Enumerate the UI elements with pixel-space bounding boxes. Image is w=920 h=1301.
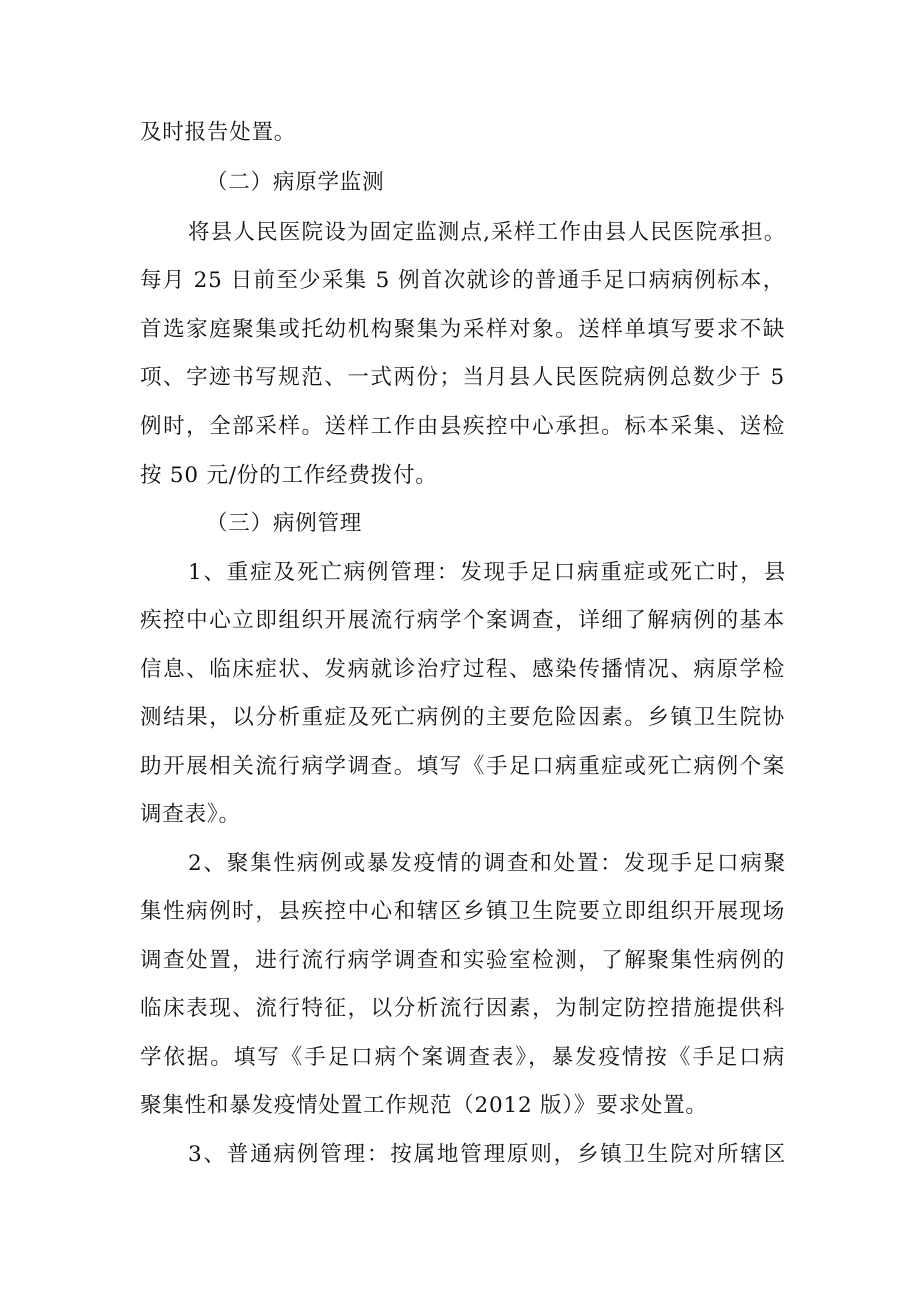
text-line-19: 临床表现、流行特征，以分析流行因素，为制定防控措施提供科	[140, 996, 785, 1021]
text-line-5: 首选家庭聚集或托幼机构聚集为采样对象。送样单填写要求不缺	[140, 317, 785, 342]
text-line-15: 调查表》。	[140, 802, 241, 827]
text-line-6: 项、字迹书写规范、一式两份；当月县人民医院病例总数少于 5	[140, 365, 785, 390]
text-line-11: 疾控中心立即组织开展流行病学个案调查，详细了解病例的基本	[140, 608, 785, 633]
text-line-17: 集性病例时，县疾控中心和辖区乡镇卫生院要立即组织开展现场	[140, 899, 785, 924]
text-line-8: 按 50 元/份的工作经费拨付。	[140, 463, 438, 488]
text-line-18: 调查处置，进行流行病学调查和实验室检测，了解聚集性病例的	[140, 948, 785, 973]
text-line-3: 将县人民医院设为固定监测点,采样工作由县人民医院承担。	[188, 220, 786, 245]
text-line-21: 聚集性和暴发疫情处置工作规范（2012 版）》要求处置。	[140, 1093, 708, 1118]
section-heading-2: （二）病原学监测	[206, 170, 385, 195]
text-line-22: 3、普通病例管理：按属地管理原则，乡镇卫生院对所辖区	[188, 1142, 786, 1167]
text-line-4: 每月 25 日前至少采集 5 例首次就诊的普通手足口病病例标本，	[140, 268, 785, 293]
text-line-13: 测结果，以分析重症及死亡病例的主要危险因素。乡镇卫生院协	[140, 705, 785, 730]
text-line-12: 信息、临床症状、发病就诊治疗过程、感染传播情况、病原学检	[140, 657, 785, 682]
text-line-7: 例时，全部采样。送样工作由县疾控中心承担。标本采集、送检	[140, 414, 785, 439]
text-line-1: 及时报告处置。	[140, 120, 297, 145]
section-heading-3: （三）病例管理	[206, 511, 363, 536]
text-line-10: 1、重症及死亡病例管理：发现手足口病重症或死亡时，县	[188, 560, 786, 585]
text-line-16: 2、聚集性病例或暴发疫情的调查和处置：发现手足口病聚	[188, 851, 786, 876]
text-line-20: 学依据。填写《手足口病个案调查表》，暴发疫情按《手足口病	[140, 1045, 785, 1070]
text-line-14: 助开展相关流行病学调查。填写《手足口病重症或死亡病例个案	[140, 754, 785, 779]
